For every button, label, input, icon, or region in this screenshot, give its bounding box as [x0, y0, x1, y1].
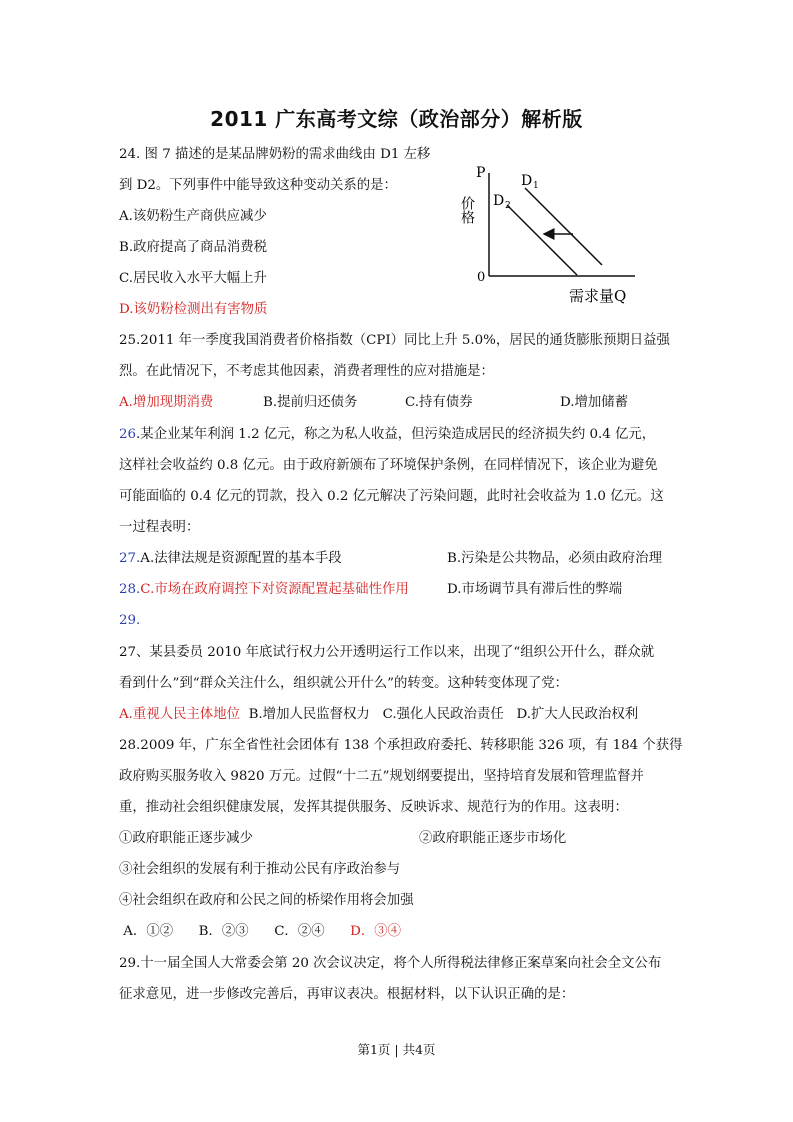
q28-option-d-answer: D．③④: [350, 924, 402, 939]
q26-option-c-answer: C.市场在政府调控下对资源配置起基础性作用: [140, 582, 409, 597]
q26-option-a-number: 27.: [119, 551, 141, 566]
q26-number: 26: [119, 427, 137, 442]
origin-label: 0: [477, 270, 486, 285]
q25-option-b: B.提前归还债务: [263, 395, 358, 410]
q25-option-d: D.增加储蓄: [560, 395, 629, 410]
demand-curve-d2: [507, 205, 577, 275]
q24-option-b: B.政府提高了商品消费税: [119, 240, 268, 255]
q26-option-a: A.法律法规是资源配置的基本手段: [140, 551, 342, 566]
demand-curve-figure: [459, 163, 653, 311]
q28-stem-line1: 28.2009 年，广东全省性社会团体有 138 个承担政府委托、转移职能 326 项，有 184 个获得: [119, 738, 683, 753]
q26-option-d: D.市场调节具有滞后性的弊端: [447, 582, 623, 597]
q27-stem-line2: 看到什么”到“群众关注什么，组织就公开什么”的转变。这种转变体现了党：: [119, 676, 569, 691]
q25-stem-line2: 烈。在此情况下，不考虑其他因素，消费者理性的应对措施是：: [119, 364, 494, 379]
page-footer: 第1页 | 共4页: [357, 1042, 436, 1057]
q28-stem-line3: 重，推动社会组织健康发展，发挥其提供服务、反映诉求、规范行为的作用。这表明：: [119, 800, 628, 815]
x-axis-label: 需求量Q: [569, 287, 627, 305]
q25-option-c: C.持有债券: [405, 395, 473, 410]
q28-stem-line2: 政府购买服务收入 9820 万元。过假“十二五”规划纲要提出，坚持培育发展和管理监督并: [119, 769, 644, 784]
q26-stem-line2: 这样社会收益约 0.8 亿元。由于政府新颁布了环境保护条例，在同样情况下，该企业为避免: [119, 458, 658, 473]
q24-option-c: C.居民收入水平大幅上升: [119, 271, 267, 286]
q24-stem-line2: 到 D2。下列事件中能导致这种变动关系的是：: [119, 178, 397, 193]
q28-statement-1: ①政府职能正逐步减少: [119, 831, 253, 846]
d2-subscript: 2: [505, 201, 511, 211]
page-title: 2011 广东高考文综（政治部分）解析版: [210, 107, 583, 131]
d1-label: D: [521, 173, 533, 189]
q28-statement-3: ③社会组织的发展有利于推动公民有序政治参与: [119, 862, 401, 877]
q25-option-a-answer: A.增加现期消费: [119, 395, 214, 410]
y-axis-p-label: P: [476, 165, 486, 181]
q26-stem-line3: 可能面临的 0.4 亿元的罚款，投入 0.2 亿元解决了污染问题，此时社会收益为 1.0 亿元。这: [119, 489, 664, 504]
d1-subscript: 1: [533, 181, 539, 191]
q27-options-bcd: B.增加人民监督权力 C.强化人民政治责任 D.扩大人民政治权利: [240, 707, 639, 722]
q26-stem-line1-text: .某企业某年利润 1.2 亿元，称之为私人收益，但污染造成居民的经济损失约 0.4 亿元，: [136, 427, 656, 442]
q26-option-c-number: 28.: [119, 582, 141, 597]
q26-option-b: B.污染是公共物品，必须由政府治理: [447, 551, 662, 566]
q28-statement-2: ②政府职能正逐步市场化: [419, 831, 567, 846]
q27-stem-line1: 27、某县委员 2010 年底试行权力公开透明运行工作以来，出现了“组织公开什么，群众就: [119, 645, 655, 660]
q26-option-a-row: [119, 550, 342, 568]
q26-stray-number: 29.: [119, 613, 141, 628]
q25-stem-line1: 25.2011 年一季度我国消费者价格指数（CPI）同比上升 5.0%，居民的通货膨胀预期日益强: [119, 333, 670, 348]
q28-options-row: [119, 923, 401, 941]
q27-options-row: [119, 706, 638, 724]
y-axis-price-label: 价格: [459, 196, 475, 224]
q28-options-abc: A．①② B．②③ C．②④: [119, 924, 351, 939]
q26-stem-line1: [119, 426, 655, 444]
q24-stem-line1: 24. 图 7 描述的是某品牌奶粉的需求曲线由 D1 左移: [119, 147, 431, 162]
q27-option-a-answer: A.重视人民主体地位: [119, 707, 241, 722]
q26-option-c-row: [119, 581, 409, 599]
q29-stem-line1: 29.十一届全国人大常委会第 20 次会议决定，将个人所得税法律修正案草案向社会全文公布: [119, 956, 662, 971]
q24-option-d-answer: D.该奶粉检测出有害物质: [119, 302, 268, 317]
demand-curve-d1: [525, 188, 602, 265]
q26-stem-line4: 一过程表明：: [119, 520, 200, 535]
q29-stem-line2: 征求意见，进一步修改完善后，再审议表决。根据材料，以下认识正确的是：: [119, 987, 575, 1002]
q28-statement-4: ④社会组织在政府和公民之间的桥梁作用将会加强: [119, 893, 414, 908]
q24-option-a: A.该奶粉生产商供应减少: [119, 209, 267, 224]
d2-label: D: [493, 193, 505, 209]
